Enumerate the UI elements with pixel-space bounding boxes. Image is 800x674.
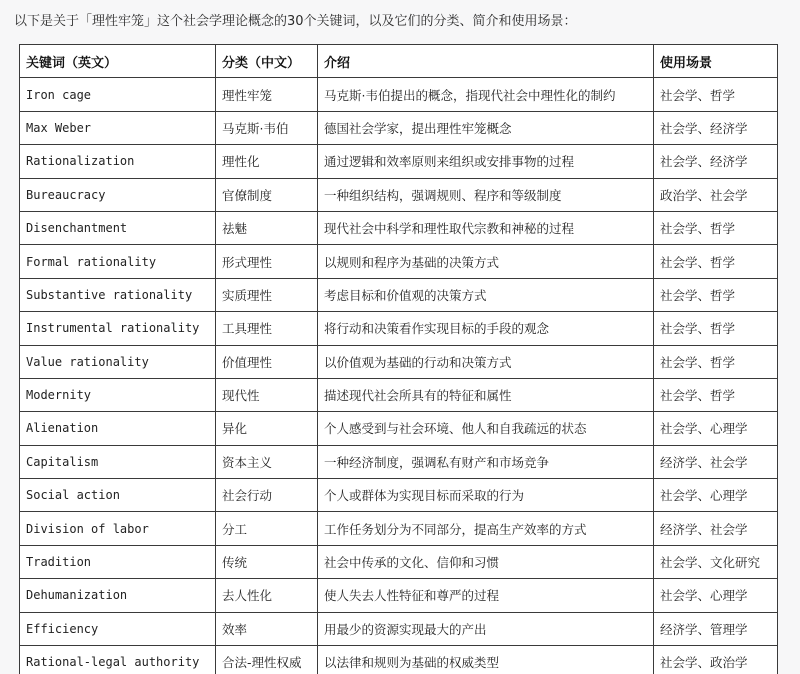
table-row	[20, 78, 778, 111]
table-row	[20, 545, 778, 578]
cell-category-zh: 社会行动	[216, 479, 318, 512]
keyword-table	[19, 44, 778, 674]
cell-usage-scenario: 社会学、哲学	[654, 211, 778, 244]
table-header-row	[20, 45, 778, 78]
cell-category-zh: 实质理性	[216, 278, 318, 311]
cell-keyword-en: Substantive rationality	[20, 278, 216, 311]
header-keyword-en: 关键词（英文）	[20, 45, 216, 78]
table-row	[20, 579, 778, 612]
table-row	[20, 178, 778, 211]
cell-introduction: 个人或群体为实现目标而采取的行为	[318, 479, 654, 512]
cell-category-zh: 价值理性	[216, 345, 318, 378]
cell-usage-scenario: 社会学、心理学	[654, 479, 778, 512]
cell-introduction: 使人失去人性特征和尊严的过程	[318, 579, 654, 612]
cell-introduction: 用最少的资源实现最大的产出	[318, 612, 654, 645]
cell-keyword-en: Division of labor	[20, 512, 216, 545]
table-row	[20, 278, 778, 311]
cell-keyword-en: Iron cage	[20, 78, 216, 111]
cell-usage-scenario: 社会学、哲学	[654, 278, 778, 311]
cell-keyword-en: Disenchantment	[20, 211, 216, 244]
cell-introduction: 以价值观为基础的行动和决策方式	[318, 345, 654, 378]
cell-category-zh: 传统	[216, 545, 318, 578]
table-row	[20, 412, 778, 445]
table-row	[20, 111, 778, 144]
table-row	[20, 211, 778, 244]
table-header	[20, 45, 778, 78]
cell-category-zh: 官僚制度	[216, 178, 318, 211]
cell-keyword-en: Max Weber	[20, 111, 216, 144]
cell-category-zh: 异化	[216, 412, 318, 445]
cell-usage-scenario: 社会学、哲学	[654, 245, 778, 278]
cell-usage-scenario: 社会学、经济学	[654, 145, 778, 178]
table-row	[20, 312, 778, 345]
header-introduction: 介绍	[318, 45, 654, 78]
cell-introduction: 一种组织结构，强调规则、程序和等级制度	[318, 178, 654, 211]
table-row	[20, 245, 778, 278]
cell-category-zh: 马克斯·韦伯	[216, 111, 318, 144]
cell-introduction: 以法律和规则为基础的权威类型	[318, 646, 654, 674]
table-row	[20, 345, 778, 378]
cell-introduction: 现代社会中科学和理性取代宗教和神秘的过程	[318, 211, 654, 244]
header-usage-scenario: 使用场景	[654, 45, 778, 78]
cell-usage-scenario: 社会学、心理学	[654, 412, 778, 445]
cell-category-zh: 形式理性	[216, 245, 318, 278]
cell-usage-scenario: 经济学、社会学	[654, 512, 778, 545]
cell-usage-scenario: 社会学、哲学	[654, 345, 778, 378]
cell-introduction: 工作任务划分为不同部分，提高生产效率的方式	[318, 512, 654, 545]
cell-category-zh: 资本主义	[216, 445, 318, 478]
cell-usage-scenario: 政治学、社会学	[654, 178, 778, 211]
cell-keyword-en: Formal rationality	[20, 245, 216, 278]
cell-category-zh: 去人性化	[216, 579, 318, 612]
cell-usage-scenario: 社会学、心理学	[654, 579, 778, 612]
cell-category-zh: 效率	[216, 612, 318, 645]
cell-keyword-en: Capitalism	[20, 445, 216, 478]
cell-usage-scenario: 社会学、文化研究	[654, 545, 778, 578]
cell-category-zh: 祛魅	[216, 211, 318, 244]
cell-introduction: 社会中传承的文化、信仰和习惯	[318, 545, 654, 578]
cell-introduction: 一种经济制度，强调私有财产和市场竞争	[318, 445, 654, 478]
cell-category-zh: 工具理性	[216, 312, 318, 345]
cell-usage-scenario: 经济学、管理学	[654, 612, 778, 645]
cell-usage-scenario: 经济学、社会学	[654, 445, 778, 478]
intro-text: 以下是关于「理性牢笼」这个社会学理论概念的30个关键词，以及它们的分类、简介和使用场景：	[14, 14, 577, 29]
cell-category-zh: 分工	[216, 512, 318, 545]
cell-keyword-en: Value rationality	[20, 345, 216, 378]
cell-usage-scenario: 社会学、哲学	[654, 78, 778, 111]
cell-introduction: 个人感受到与社会环境、他人和自我疏远的状态	[318, 412, 654, 445]
table-row	[20, 512, 778, 545]
cell-keyword-en: Rationalization	[20, 145, 216, 178]
cell-keyword-en: Tradition	[20, 545, 216, 578]
cell-keyword-en: Rational-legal authority	[20, 646, 216, 674]
cell-introduction: 将行动和决策看作实现目标的手段的观念	[318, 312, 654, 345]
cell-keyword-en: Social action	[20, 479, 216, 512]
table-row	[20, 145, 778, 178]
cell-category-zh: 理性化	[216, 145, 318, 178]
keyword-table-container	[19, 44, 779, 674]
cell-introduction: 以规则和程序为基础的决策方式	[318, 245, 654, 278]
table-row	[20, 378, 778, 411]
cell-introduction: 马克斯·韦伯提出的概念，指现代社会中理性化的制约	[318, 78, 654, 111]
cell-keyword-en: Modernity	[20, 378, 216, 411]
cell-category-zh: 合法-理性权威	[216, 646, 318, 674]
header-category-zh: 分类（中文）	[216, 45, 318, 78]
cell-category-zh: 现代性	[216, 378, 318, 411]
cell-category-zh: 理性牢笼	[216, 78, 318, 111]
cell-usage-scenario: 社会学、哲学	[654, 378, 778, 411]
cell-keyword-en: Bureaucracy	[20, 178, 216, 211]
cell-introduction: 描述现代社会所具有的特征和属性	[318, 378, 654, 411]
cell-keyword-en: Instrumental rationality	[20, 312, 216, 345]
cell-usage-scenario: 社会学、经济学	[654, 111, 778, 144]
table-row	[20, 445, 778, 478]
table-body	[20, 78, 778, 674]
table-row	[20, 479, 778, 512]
cell-introduction: 通过逻辑和效率原则来组织或安排事物的过程	[318, 145, 654, 178]
cell-keyword-en: Dehumanization	[20, 579, 216, 612]
cell-keyword-en: Efficiency	[20, 612, 216, 645]
table-row	[20, 646, 778, 674]
cell-keyword-en: Alienation	[20, 412, 216, 445]
cell-introduction: 德国社会学家，提出理性牢笼概念	[318, 111, 654, 144]
table-row	[20, 612, 778, 645]
cell-usage-scenario: 社会学、哲学	[654, 312, 778, 345]
cell-introduction: 考虑目标和价值观的决策方式	[318, 278, 654, 311]
cell-usage-scenario: 社会学、政治学	[654, 646, 778, 674]
